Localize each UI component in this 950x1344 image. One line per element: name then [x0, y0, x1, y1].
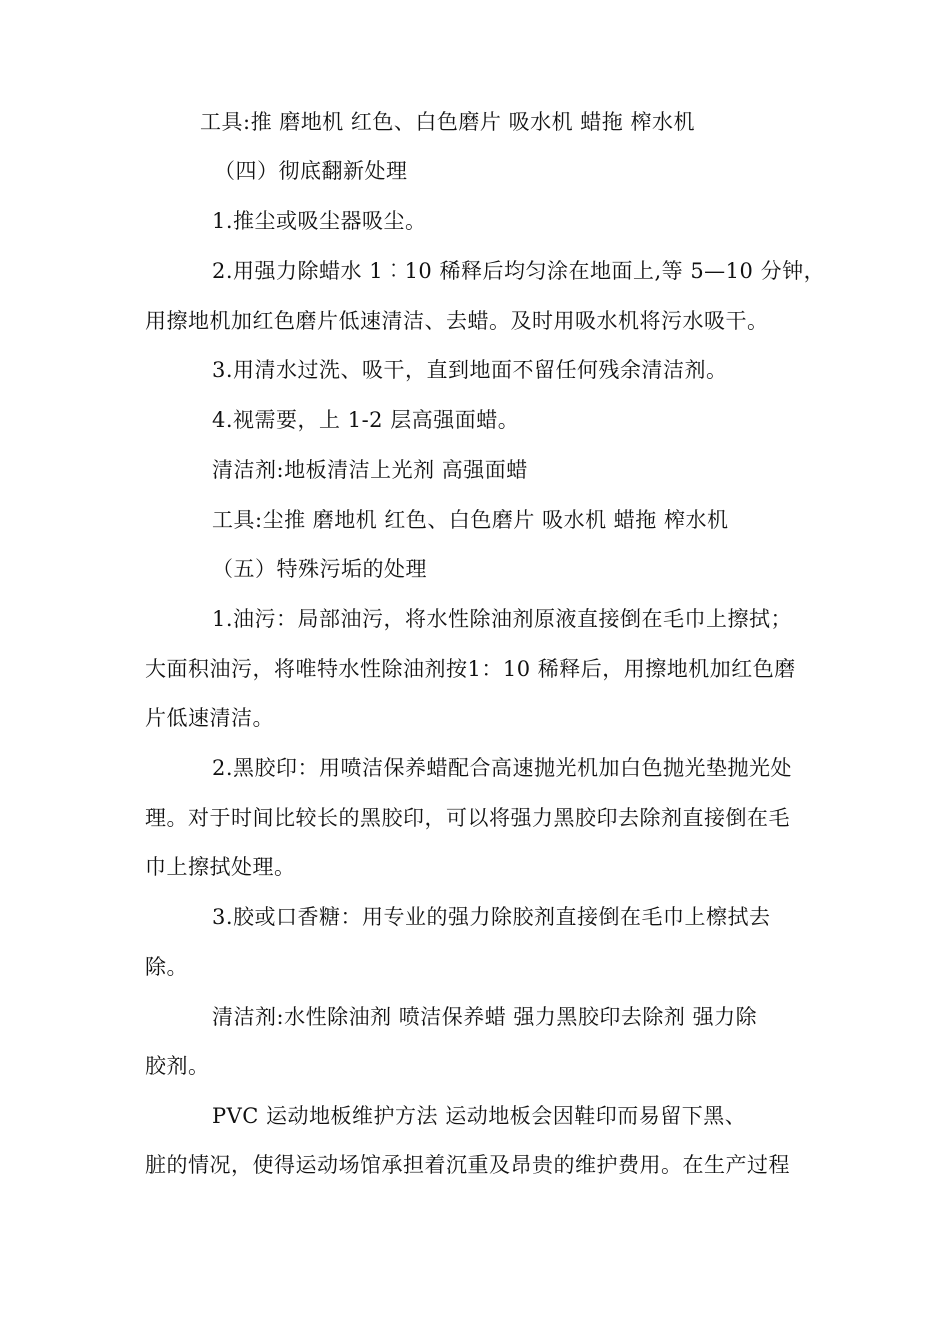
text-line: 1.油污：局部油污，将水性除油剂原液直接倒在毛巾上擦拭；: [212, 607, 793, 631]
text-line: 清洁剂:水性除油剂 喷洁保养蜡 强力黑胶印去除剂 强力除: [212, 1005, 758, 1029]
text-line: PVC 运动地板维护方法 运动地板会因鞋印而易留下黑、: [212, 1104, 747, 1128]
text-line: 大面积油污，将唯特水性除油剂按1：10 稀释后，用擦地机加红色磨: [145, 657, 796, 681]
text-line: 1.推尘或吸尘器吸尘。: [212, 209, 427, 233]
text-line: 理。对于时间比较长的黑胶印，可以将强力黑胶印去除剂直接倒在毛: [145, 806, 790, 830]
text-line: 片低速清洁。: [145, 706, 274, 730]
text-line: 工具:尘推 磨地机 红色、白色磨片 吸水机 蜡拖 榨水机: [212, 508, 729, 532]
text-line: 工具:推 磨地机 红色、白色磨片 吸水机 蜡拖 榨水机: [200, 110, 695, 134]
text-line: 2.黑胶印：用喷洁保养蜡配合高速抛光机加白色抛光垫抛光处: [212, 756, 793, 780]
text-line: 胶剂。: [145, 1054, 210, 1078]
section-heading: （四）彻底翻新处理: [214, 159, 408, 183]
text-line: 巾上擦拭处理。: [145, 855, 296, 879]
text-line: 3.用清水过洗、吸干，直到地面不留任何残余清洁剂。: [212, 358, 728, 382]
text-line: 3.胶或口香糖：用专业的强力除胶剂直接倒在毛巾上檫拭去: [212, 905, 771, 929]
text-line: 用擦地机加红色磨片低速清洁、去蜡。及时用吸水机将污水吸干。: [145, 309, 769, 333]
text-line: 4.视需要，上 1-2 层高强面蜡。: [212, 408, 520, 432]
text-line: 清洁剂:地板清洁上光剂 高强面蜡: [212, 458, 528, 482]
text-line: 脏的情况，使得运动场馆承担着沉重及昂贵的维护费用。在生产过程: [145, 1153, 790, 1177]
section-heading: （五）特殊污垢的处理: [212, 557, 427, 581]
text-line: 2.用强力除蜡水 1︰10 稀释后均匀涂在地面上,等 5—10 分钟，: [212, 259, 826, 283]
text-line: 除。: [145, 955, 188, 979]
